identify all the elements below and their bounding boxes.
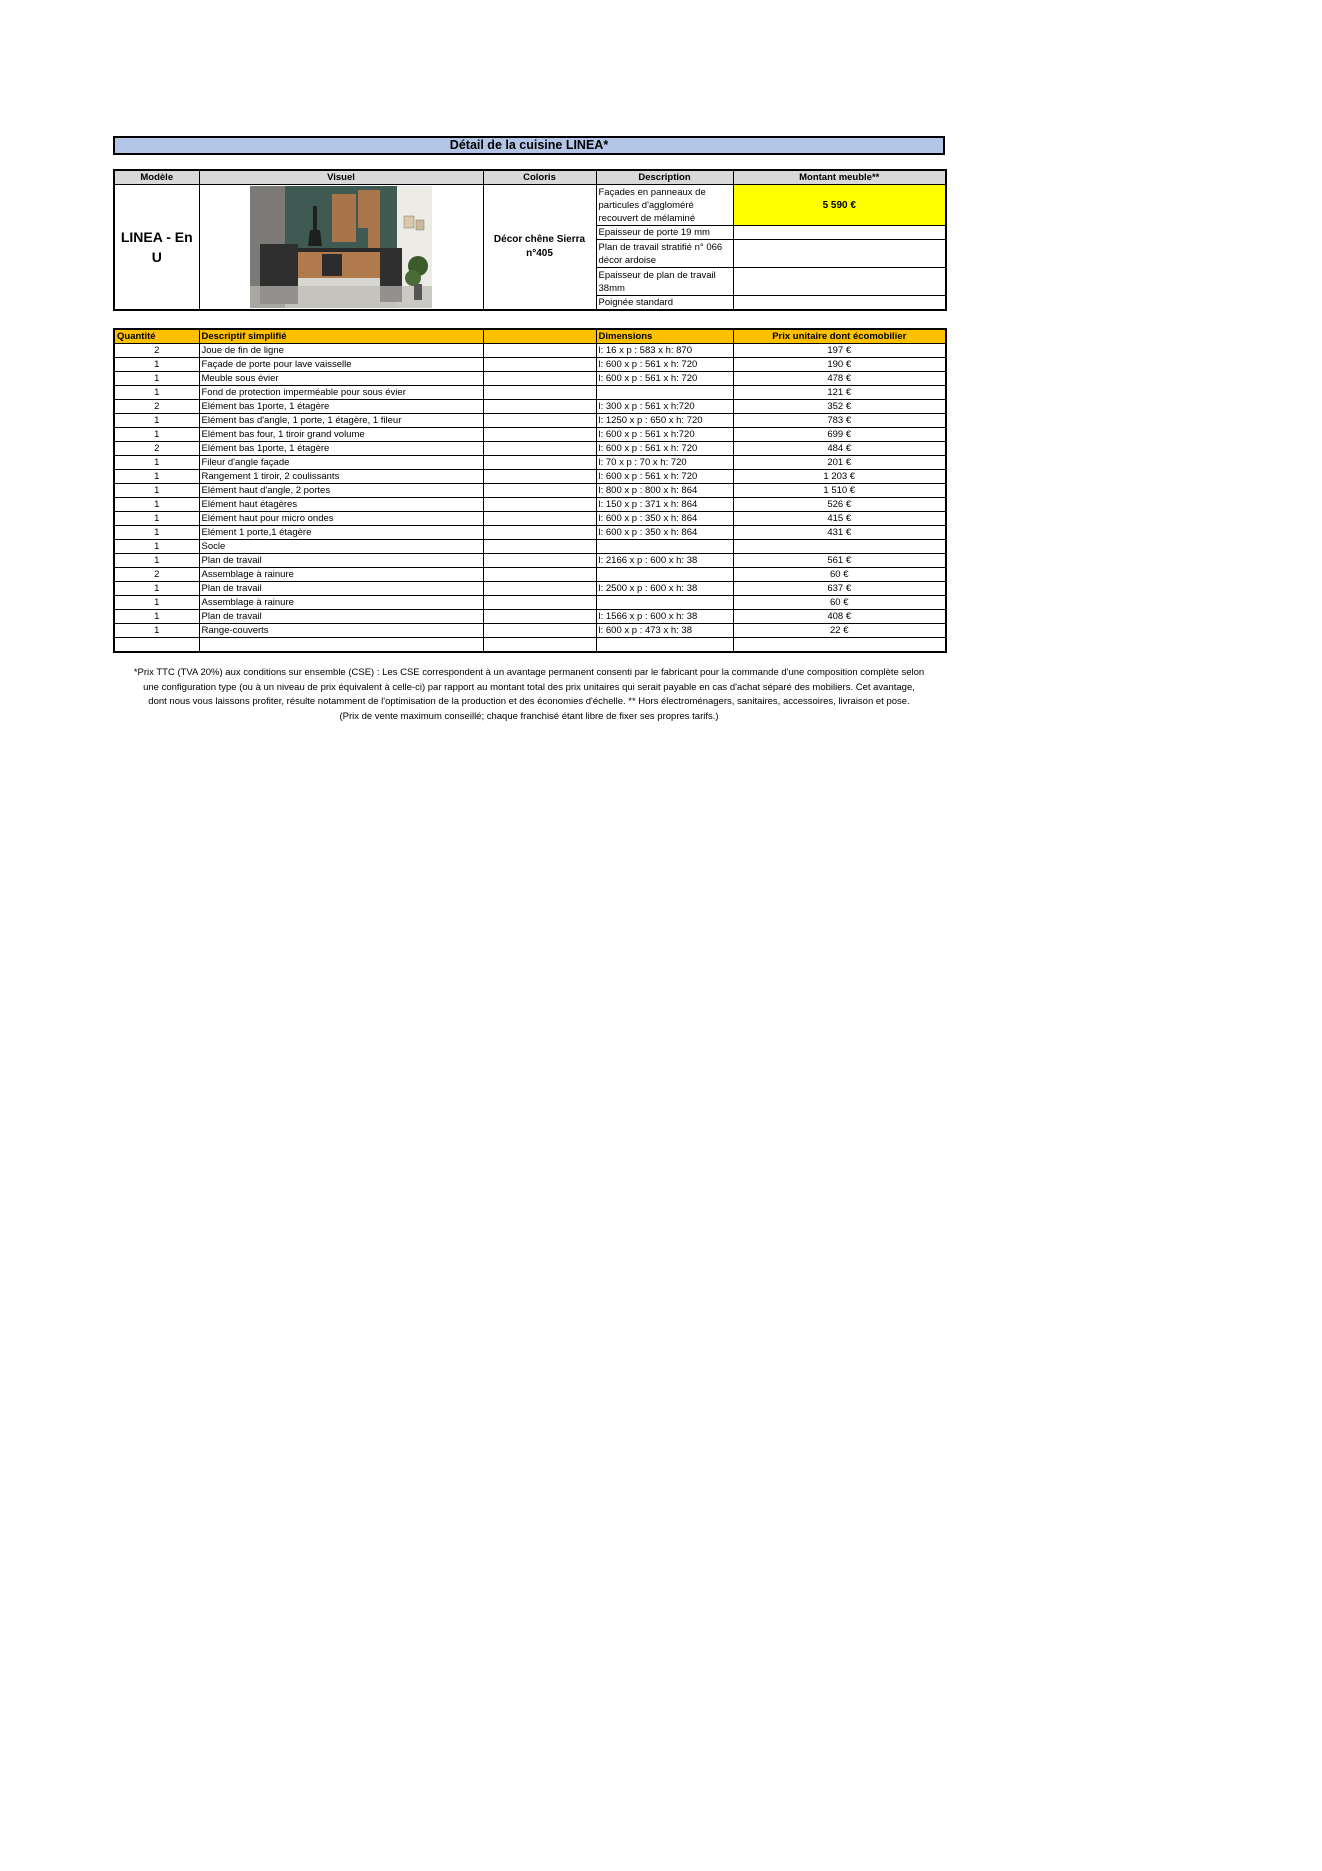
descriptif-cell: Assemblage à rainure [199, 568, 483, 582]
price-cell: 699 € [733, 428, 946, 442]
blank-cell [483, 624, 596, 638]
price-cell: 190 € [733, 358, 946, 372]
table-row [114, 512, 946, 526]
header-visuel: Visuel [199, 170, 483, 185]
blank-cell [483, 582, 596, 596]
descriptif-cell: Socle [199, 540, 483, 554]
table-row [114, 428, 946, 442]
header-prix: Prix unitaire dont écomobilier [733, 329, 946, 344]
price-cell [733, 638, 946, 653]
dimensions-cell: l: 600 x p : 561 x h:720 [596, 428, 733, 442]
quantity-cell: 1 [114, 386, 199, 400]
dimensions-cell: l: 1566 x p : 600 x h: 38 [596, 610, 733, 624]
coloris-cell: Décor chêne Sierra n°405 [483, 185, 596, 311]
montant-empty-2 [733, 226, 946, 240]
table-row [114, 638, 946, 653]
dimensions-cell: l: 2500 x p : 600 x h: 38 [596, 582, 733, 596]
table-row [114, 582, 946, 596]
blank-cell [483, 470, 596, 484]
descriptif-cell: Elément bas d'angle, 1 porte, 1 étagère, 1 fileur [199, 414, 483, 428]
montant-empty-4 [733, 268, 946, 296]
blank-cell [483, 386, 596, 400]
quantity-cell: 1 [114, 512, 199, 526]
quantity-cell: 1 [114, 582, 199, 596]
items-table [113, 328, 947, 653]
table-row [114, 470, 946, 484]
quantity-cell: 1 [114, 498, 199, 512]
footnote [113, 666, 945, 724]
descriptif-cell: Elément haut d'angle, 2 portes [199, 484, 483, 498]
dimensions-cell: l: 300 x p : 561 x h:720 [596, 400, 733, 414]
items-table-header [114, 329, 946, 344]
blank-cell [483, 596, 596, 610]
blank-cell [483, 610, 596, 624]
table-row [114, 624, 946, 638]
kitchen-visual [199, 185, 483, 311]
descriptif-cell: Elément haut étagères [199, 498, 483, 512]
header-description: Description [596, 170, 733, 185]
description-2: Epaisseur de porte 19 mm [596, 226, 733, 240]
blank-cell [483, 400, 596, 414]
blank-cell [483, 554, 596, 568]
blank-cell [483, 540, 596, 554]
dimensions-cell: l: 600 x p : 561 x h: 720 [596, 372, 733, 386]
dimensions-cell: l: 1250 x p : 650 x h: 720 [596, 414, 733, 428]
blank-cell [483, 344, 596, 358]
table-row [114, 596, 946, 610]
descriptif-cell: Fileur d'angle façade [199, 456, 483, 470]
price-cell [733, 540, 946, 554]
header-dimensions: Dimensions [596, 329, 733, 344]
kitchen-image [250, 186, 432, 308]
price-cell: 415 € [733, 512, 946, 526]
header-quantite: Quantité [114, 329, 199, 344]
blank-cell [483, 568, 596, 582]
table-row [114, 358, 946, 372]
montant-empty-3 [733, 240, 946, 268]
blank-cell [483, 484, 596, 498]
dimensions-cell [596, 638, 733, 653]
descriptif-cell: Plan de travail [199, 610, 483, 624]
footnote-line: dont nous vous laissons profiter, résulte notamment de l'optimisation de la production et des économies d'échelle. ** Hors électroménagers, sanitaires, accessoires, livraison et pose. [148, 696, 910, 707]
quantity-cell: 1 [114, 540, 199, 554]
dimensions-cell: l: 2166 x p : 600 x h: 38 [596, 554, 733, 568]
descriptif-cell: Joue de fin de ligne [199, 344, 483, 358]
description-4: Epaisseur de plan de travail 38mm [596, 268, 733, 296]
price-cell: 484 € [733, 442, 946, 456]
table-row [114, 610, 946, 624]
descriptif-cell: Elément bas 1porte, 1 étagère [199, 400, 483, 414]
price-cell: 1 510 € [733, 484, 946, 498]
price-cell: 478 € [733, 372, 946, 386]
table-row [114, 414, 946, 428]
quantity-cell: 1 [114, 484, 199, 498]
table-row [114, 554, 946, 568]
blank-cell [483, 442, 596, 456]
header-blank [483, 329, 596, 344]
quantity-cell: 1 [114, 456, 199, 470]
price-cell: 197 € [733, 344, 946, 358]
header-coloris: Coloris [483, 170, 596, 185]
dimensions-cell: l: 600 x p : 473 x h: 38 [596, 624, 733, 638]
quantity-cell: 2 [114, 344, 199, 358]
dimensions-cell [596, 568, 733, 582]
descriptif-cell: Assemblage à rainure [199, 596, 483, 610]
model-name: LINEA - En U [114, 185, 199, 311]
quantity-cell: 1 [114, 526, 199, 540]
blank-cell [483, 512, 596, 526]
dimensions-cell: l: 150 x p : 371 x h: 864 [596, 498, 733, 512]
quantity-cell: 1 [114, 372, 199, 386]
price-cell: 60 € [733, 596, 946, 610]
model-table [113, 169, 947, 311]
quantity-cell [114, 638, 199, 653]
blank-cell [483, 638, 596, 653]
price-cell: 561 € [733, 554, 946, 568]
blank-cell [483, 358, 596, 372]
quantity-cell: 1 [114, 414, 199, 428]
descriptif-cell: Plan de travail [199, 582, 483, 596]
blank-cell [483, 498, 596, 512]
dimensions-cell: l: 800 x p : 800 x h: 864 [596, 484, 733, 498]
montant-empty-5 [733, 296, 946, 311]
table-row [114, 526, 946, 540]
quantity-cell: 2 [114, 400, 199, 414]
descriptif-cell: Elément haut pour micro ondes [199, 512, 483, 526]
descriptif-cell: Rangement 1 tiroir, 2 coulissants [199, 470, 483, 484]
price-cell: 121 € [733, 386, 946, 400]
blank-cell [483, 526, 596, 540]
header-descriptif: Descriptif simplifié [199, 329, 483, 344]
descriptif-cell [199, 638, 483, 653]
dimensions-cell [596, 540, 733, 554]
blank-cell [483, 414, 596, 428]
price-cell: 22 € [733, 624, 946, 638]
dimensions-cell: l: 600 x p : 561 x h: 720 [596, 358, 733, 372]
descriptif-cell: Façade de porte pour lave vaisselle [199, 358, 483, 372]
dimensions-cell: l: 16 x p : 583 x h: 870 [596, 344, 733, 358]
table-row [114, 568, 946, 582]
header-modele: Modèle [114, 170, 199, 185]
table-row [114, 344, 946, 358]
price-cell: 783 € [733, 414, 946, 428]
descriptif-cell: Elément bas 1porte, 1 étagère [199, 442, 483, 456]
descriptif-cell: Fond de protection imperméable pour sous évier [199, 386, 483, 400]
dimensions-cell [596, 386, 733, 400]
description-5: Poignée standard [596, 296, 733, 311]
table-row [114, 400, 946, 414]
model-table-header [114, 170, 946, 185]
price-cell: 408 € [733, 610, 946, 624]
descriptif-cell: Elément 1 porte,1 étagère [199, 526, 483, 540]
price-cell: 637 € [733, 582, 946, 596]
price-cell: 1 203 € [733, 470, 946, 484]
quantity-cell: 1 [114, 624, 199, 638]
price-cell: 60 € [733, 568, 946, 582]
dimensions-cell: l: 600 x p : 561 x h: 720 [596, 442, 733, 456]
quantity-cell: 1 [114, 358, 199, 372]
quantity-cell: 1 [114, 428, 199, 442]
descriptif-cell: Meuble sous évier [199, 372, 483, 386]
header-montant: Montant meuble** [733, 170, 946, 185]
descriptif-cell: Elément bas four, 1 tiroir grand volume [199, 428, 483, 442]
dimensions-cell: l: 600 x p : 350 x h: 864 [596, 526, 733, 540]
dimensions-cell [596, 596, 733, 610]
description-1: Façades en panneaux de particules d'aggloméré recouvert de mélaminé [596, 185, 733, 226]
price-cell: 526 € [733, 498, 946, 512]
montant-value: 5 590 € [733, 185, 946, 226]
dimensions-cell: l: 70 x p : 70 x h: 720 [596, 456, 733, 470]
quantity-cell: 1 [114, 596, 199, 610]
quantity-cell: 2 [114, 442, 199, 456]
quantity-cell: 2 [114, 568, 199, 582]
dimensions-cell: l: 600 x p : 561 x h: 720 [596, 470, 733, 484]
quantity-cell: 1 [114, 554, 199, 568]
table-row [114, 456, 946, 470]
descriptif-cell: Plan de travail [199, 554, 483, 568]
description-3: Plan de travail stratifié n° 066 décor ardoise [596, 240, 733, 268]
blank-cell [483, 428, 596, 442]
table-row [114, 498, 946, 512]
descriptif-cell: Range-couverts [199, 624, 483, 638]
table-row [114, 386, 946, 400]
dimensions-cell: l: 600 x p : 350 x h: 864 [596, 512, 733, 526]
quantity-cell: 1 [114, 470, 199, 484]
blank-cell [483, 456, 596, 470]
price-cell: 352 € [733, 400, 946, 414]
price-cell: 431 € [733, 526, 946, 540]
blank-cell [483, 372, 596, 386]
footnote-line: *Prix TTC (TVA 20%) aux conditions sur ensemble (CSE) : Les CSE correspondent à un avantage permanent consenti par le fabricant pour la commande d'une composition complète selon [133, 667, 925, 678]
footnote-line: (Prix de vente maximum conseillé; chaque franchisé étant libre de fixer ses propres tarifs.) [339, 710, 719, 722]
table-row [114, 442, 946, 456]
page-title: Détail de la cuisine LINEA* [113, 136, 945, 155]
footnote-line: une configuration type (ou à un niveau de prix équivalent à celle-ci) par rapport au montant total des prix unitaires qui serait payable en cas d'achat séparé des mobiliers. Cet avantage, [143, 681, 915, 693]
table-row [114, 372, 946, 386]
price-cell: 201 € [733, 456, 946, 470]
table-row [114, 540, 946, 554]
table-row [114, 484, 946, 498]
quantity-cell: 1 [114, 610, 199, 624]
